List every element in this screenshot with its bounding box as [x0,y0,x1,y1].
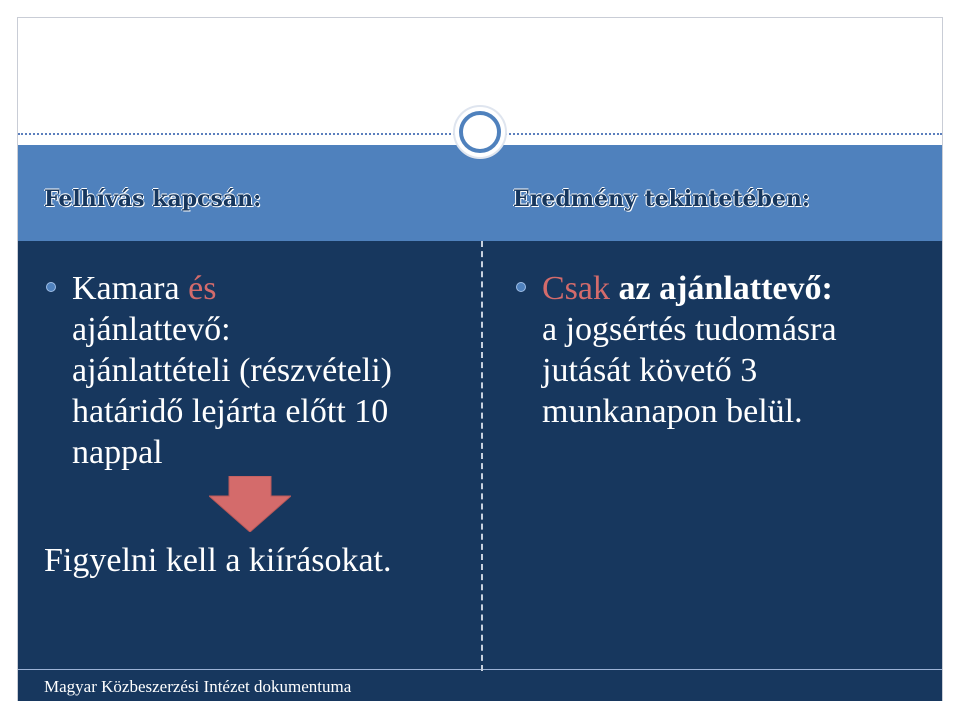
footer-text: Magyar Közbeszerzési Intézet dokumentuma [44,677,352,696]
left-bullet-word-es: és [188,270,217,307]
left-closing-text: Figyelni kell a kiírásokat. [44,542,392,579]
left-bullet-line-4: nappal [72,434,163,471]
right-bullet-line-4: munkanapon belül. [542,393,803,430]
bullet-icon [46,282,56,292]
right-bullet-line-1 [542,268,932,309]
left-bullet-line-3: határidő lejárta előtt 10 [72,393,389,430]
right-column-header: Eredmény tekintetében: [513,186,811,212]
right-bullet-text [542,268,932,432]
left-bullet-line-2: ajánlattételi (részvételi) [72,352,392,389]
right-bullet-word-ajanlattevo: az ajánlattevő: [618,270,833,307]
footer-divider [18,669,942,670]
left-bullet-text [72,268,472,473]
left-bullet-word-kamara: Kamara [72,270,180,307]
left-column-header: Felhívás kapcsán: [44,186,262,212]
left-bullet-word-ajanlattevo: ajánlattevő: [72,311,231,348]
down-arrow-icon [209,476,291,532]
column-divider [481,241,483,671]
circle-ornament-ring [459,111,501,153]
right-bullet-word-csak: Csak [542,270,610,307]
right-bullet-line-3: jutását követő 3 [542,352,758,389]
right-bullet-line-2: a jogsértés tudomásra [542,311,837,348]
left-bullet-line-1 [72,268,472,309]
bullet-icon [516,282,526,292]
